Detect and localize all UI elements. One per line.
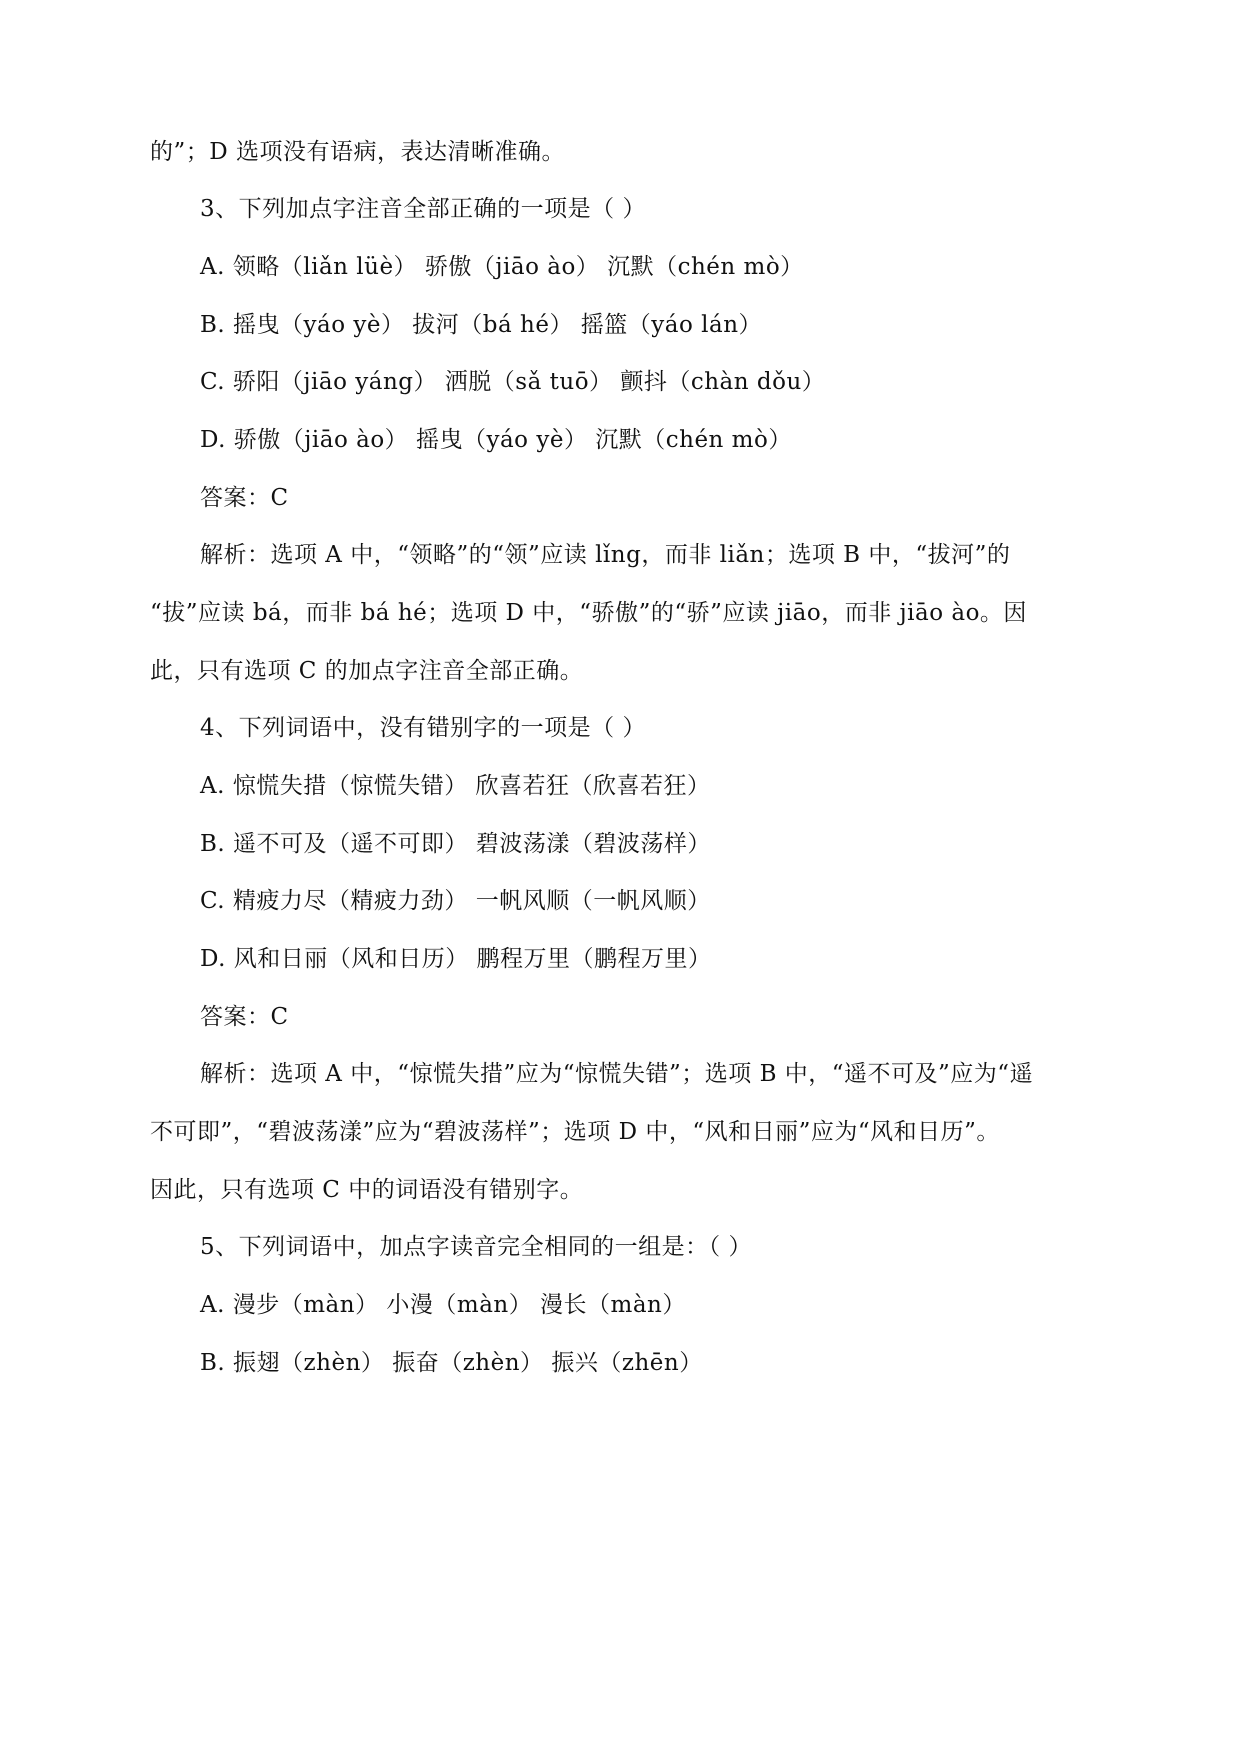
question-3-stem: 3、下列加点字注音全部正确的一项是（ ）: [200, 196, 646, 222]
question-4-option-b: B. 遥不可及（遥不可即） 碧波荡漾（碧波荡样）: [200, 831, 711, 857]
question-4-analysis-line: 解析：选项 A 中，“惊慌失措”应为“惊慌失错”；选项 B 中，“遥不可及”应为“遥: [200, 1061, 1034, 1087]
question-3-option-a: A. 领略（liǎn lüè） 骄傲（jiāo ào） 沉默（chén mò）: [200, 254, 804, 280]
question-4-option-a: A. 惊慌失措（惊慌失错） 欣喜若狂（欣喜若狂）: [200, 773, 711, 799]
question-4-option-c: C. 精疲力尽（精疲力劲） 一帆风顺（一帆风顺）: [200, 888, 711, 914]
question-5-stem: 5、下列词语中，加点字读音完全相同的一组是：（ ）: [200, 1234, 752, 1260]
question-3-analysis-line: “拔”应读 bá，而非 bá hé；选项 D 中，“骄傲”的“骄”应读 jiāo，而非 jiāo ào。因: [150, 600, 1027, 626]
question-4-stem: 4、下列词语中，没有错别字的一项是（ ）: [200, 715, 646, 741]
question-3-analysis-line: 解析：选项 A 中，“领略”的“领”应读 lǐng，而非 liǎn；选项 B 中，“拔河”的: [200, 542, 1011, 568]
question-3-option-c: C. 骄阳（jiāo yáng） 洒脱（sǎ tuō） 颤抖（chàn dǒu）: [200, 369, 826, 395]
paragraph-continuation: 的”；D 选项没有语病，表达清晰准确。: [150, 139, 566, 165]
question-3-analysis-line: 此，只有选项 C 的加点字注音全部正确。: [150, 658, 584, 684]
question-4-answer: 答案：C: [200, 1004, 289, 1030]
question-5-option-b: B. 振翅（zhèn） 振奋（zhèn） 振兴（zhēn）: [200, 1350, 703, 1376]
question-4-analysis-line: 因此，只有选项 C 中的词语没有错别字。: [150, 1177, 584, 1203]
question-3-option-d: D. 骄傲（jiāo ào） 摇曳（yáo yè） 沉默（chén mò）: [200, 427, 792, 453]
question-5-option-a: A. 漫步（màn） 小漫（màn） 漫长（màn）: [200, 1292, 686, 1318]
question-4-option-d: D. 风和日丽（风和日历） 鹏程万里（鹏程万里）: [200, 946, 712, 972]
question-4-analysis-line: 不可即”，“碧波荡漾”应为“碧波荡样”；选项 D 中，“风和日丽”应为“风和日历”。: [150, 1119, 1000, 1145]
question-3-answer: 答案：C: [200, 485, 289, 511]
question-3-option-b: B. 摇曳（yáo yè） 拔河（bá hé） 摇篮（yáo lán）: [200, 312, 763, 338]
